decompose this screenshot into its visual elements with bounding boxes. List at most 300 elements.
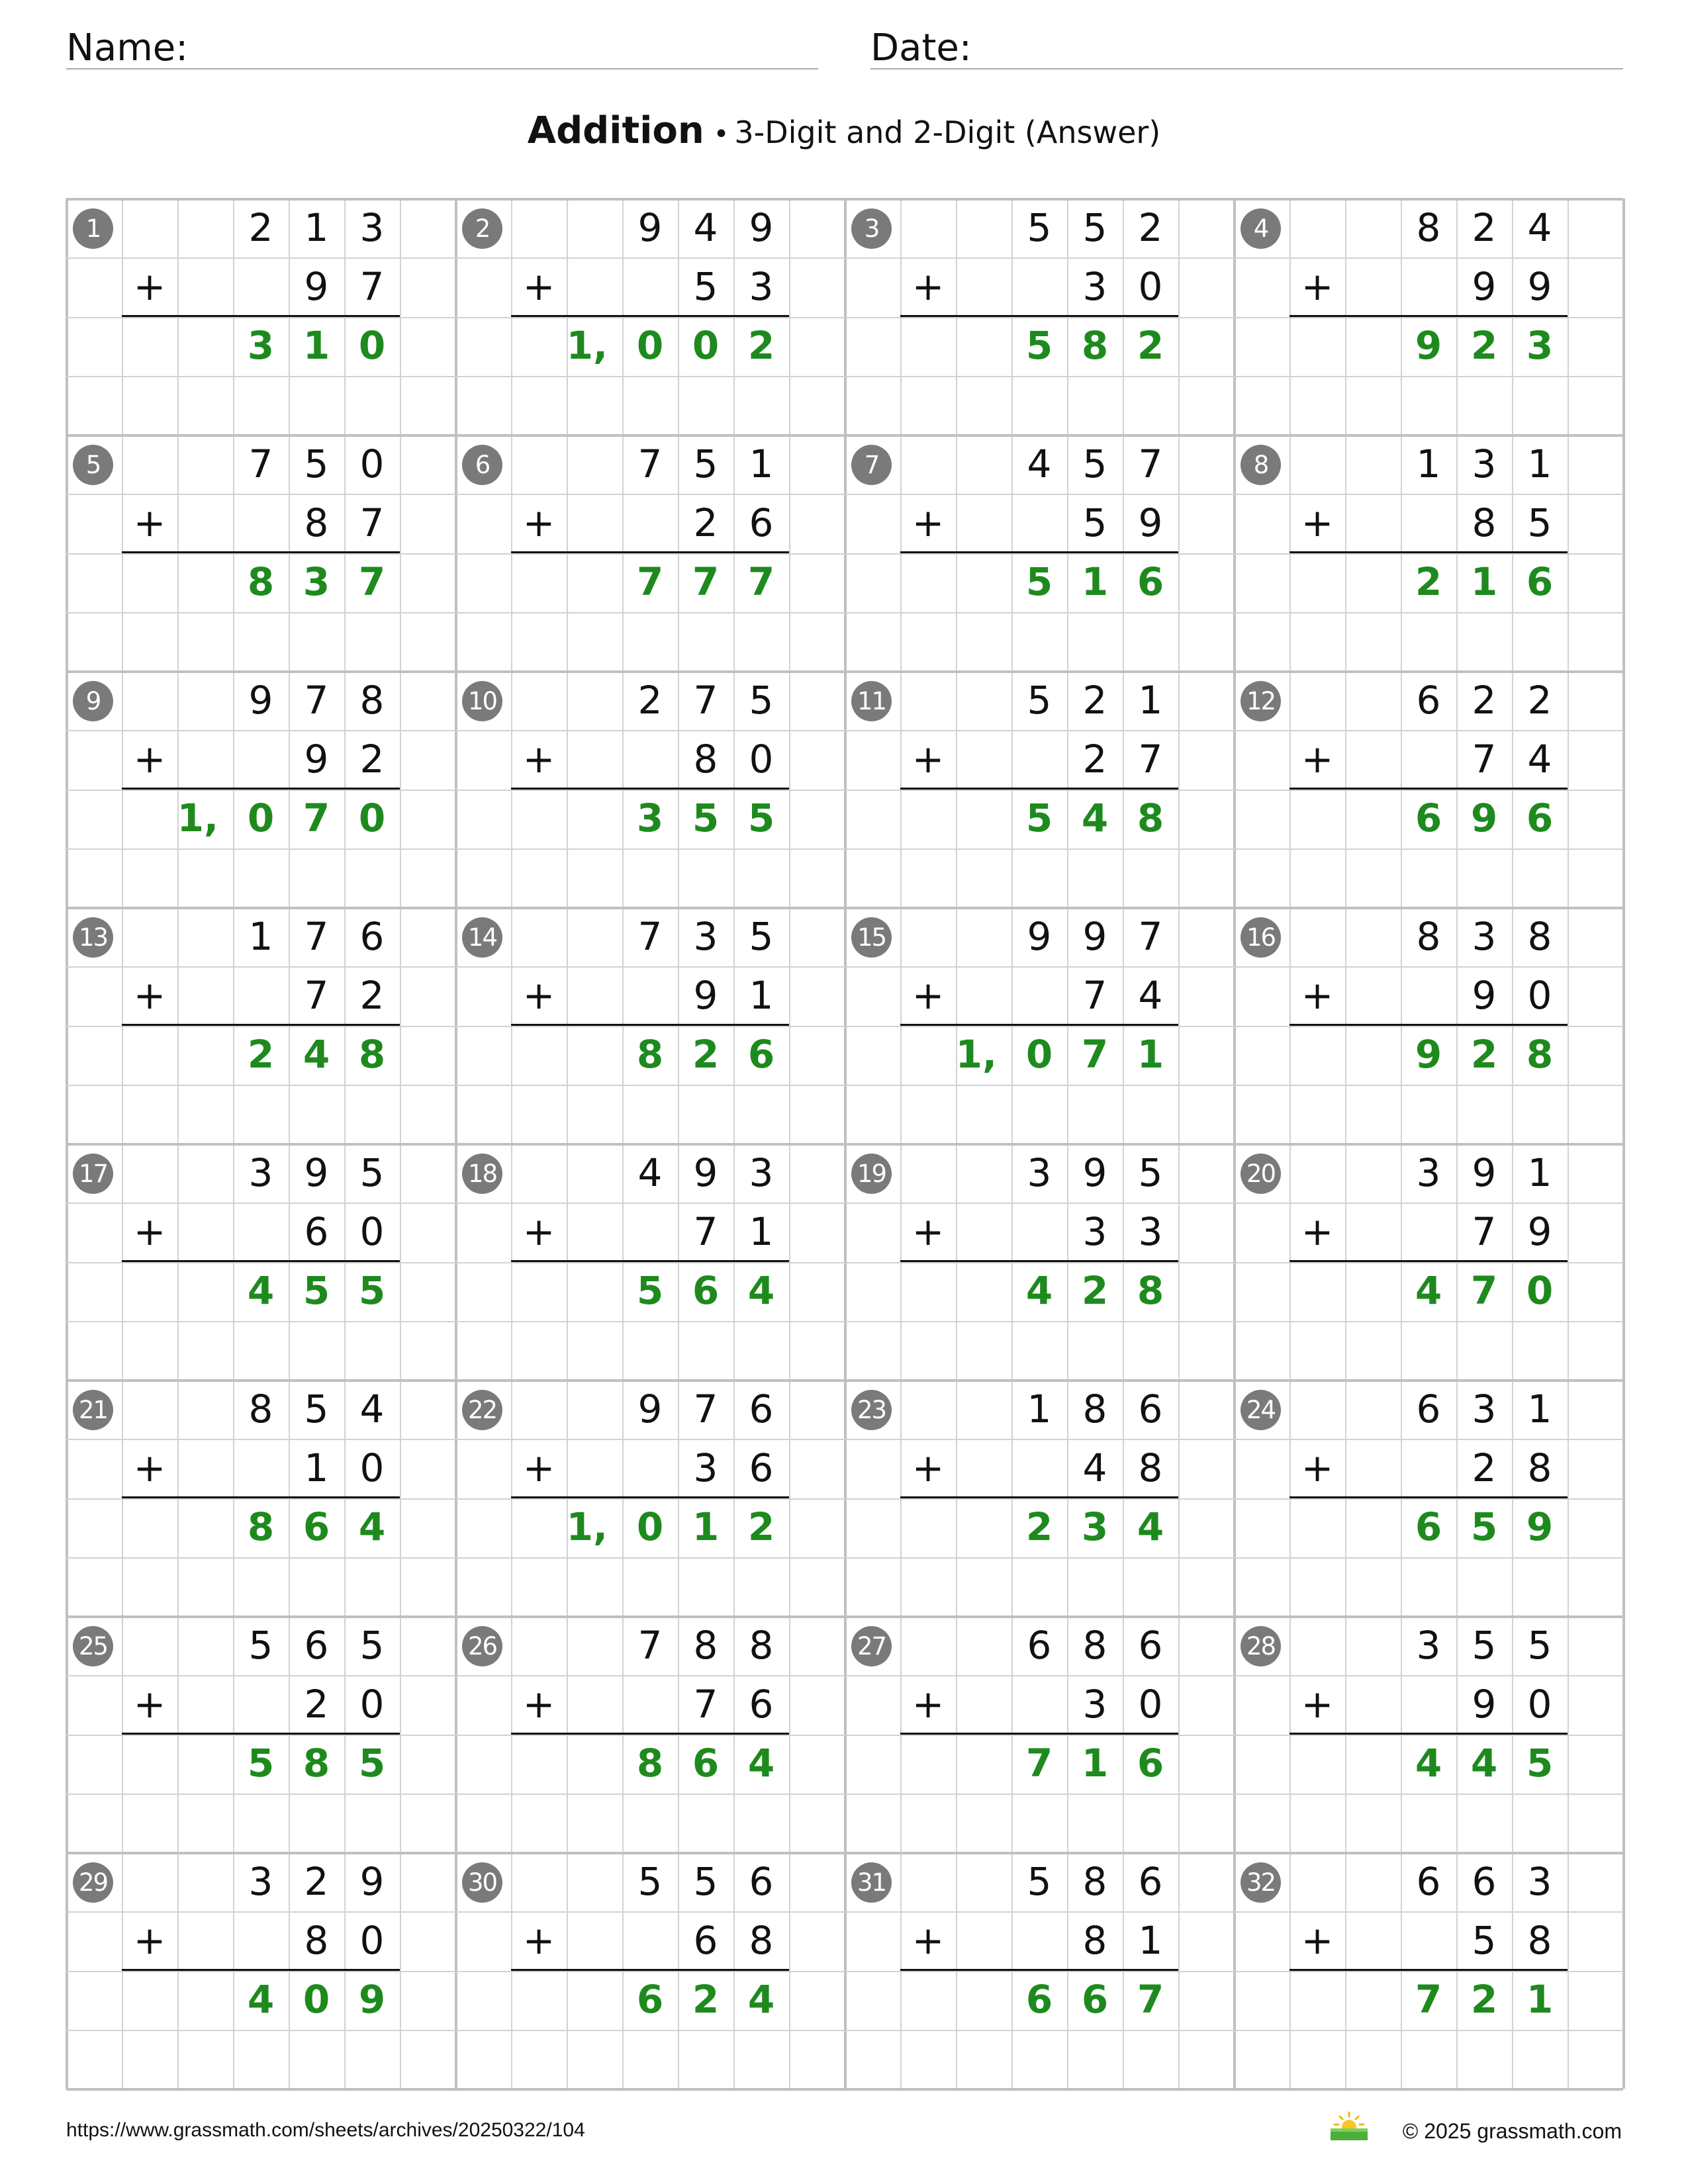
digit-cell: 1: [304, 1445, 329, 1490]
digit-cell: 1: [303, 323, 330, 368]
problem-number-badge: 16: [1241, 917, 1281, 958]
digit-cell: 7: [1081, 1032, 1109, 1077]
digit-cell: 3: [247, 323, 275, 368]
problem-number-badge: 10: [462, 681, 502, 721]
digit-cell: 5: [358, 1268, 386, 1313]
problem-28: [1234, 1616, 1623, 1852]
digit-cell: 2: [1527, 678, 1552, 723]
footer-copyright: © 2025 grassmath.com: [1402, 2119, 1622, 2143]
plus-sign: +: [133, 1682, 166, 1727]
sum-line: [1289, 1496, 1568, 1498]
digit-cell: 1: [749, 1209, 774, 1254]
sum-line: [122, 788, 400, 790]
digit-cell: 1: [304, 205, 329, 250]
digit-cell: 6: [1526, 559, 1554, 604]
digit-cell: 4: [747, 1741, 775, 1786]
digit-cell: 7: [1138, 737, 1163, 782]
digit-cell: 4: [1081, 796, 1109, 841]
digit-cell: 7: [637, 441, 663, 486]
digit-cell: 9: [1470, 796, 1498, 841]
digit-cell: 2: [1415, 559, 1442, 604]
digit-cell: 7: [1415, 1977, 1442, 2022]
digit-cell: 8: [693, 737, 718, 782]
digit-cell: 1,: [566, 323, 608, 368]
plus-sign: +: [522, 1209, 555, 1254]
digit-cell: 9: [693, 1150, 718, 1195]
answer: [845, 1025, 1234, 1084]
digit-cell: 4: [359, 1387, 385, 1432]
answer: [845, 1498, 1234, 1557]
digit-cell: 4: [1025, 1268, 1053, 1313]
digit-cell: 8: [358, 1032, 386, 1077]
plus-sign: +: [1301, 1682, 1334, 1727]
plus-sign: +: [1301, 973, 1334, 1018]
sum-line: [900, 1260, 1178, 1262]
digit-cell: 5: [304, 441, 329, 486]
plus-sign: +: [522, 973, 555, 1018]
addend-top: [845, 435, 1234, 494]
digit-cell: 5: [693, 441, 718, 486]
digit-cell: 3: [1082, 1682, 1107, 1727]
addend-top: [66, 1144, 455, 1203]
digit-cell: 6: [1472, 1859, 1497, 1904]
digit-cell: 1: [1138, 1918, 1163, 1963]
title-separator: •: [713, 119, 729, 150]
addend-top: [66, 1852, 455, 1911]
answer: [455, 1261, 845, 1320]
digit-cell: 7: [636, 559, 664, 604]
digit-cell: 1,: [177, 796, 218, 841]
plus-sign: +: [133, 737, 166, 782]
digit-cell: 7: [304, 914, 329, 959]
digit-cell: 3: [359, 205, 385, 250]
digit-cell: 6: [747, 1032, 775, 1077]
addend-top: [845, 671, 1234, 730]
digit-cell: 8: [247, 1504, 275, 1549]
problem-number-badge: 19: [851, 1154, 892, 1194]
sum-line: [1289, 1260, 1568, 1262]
digit-cell: 5: [1027, 678, 1052, 723]
problem-grid: [66, 199, 1623, 2089]
digit-cell: 2: [304, 1859, 329, 1904]
plus-sign: +: [912, 973, 945, 1018]
sum-line: [511, 1733, 789, 1735]
addend-top: [845, 1616, 1234, 1675]
addend-top: [1234, 1852, 1623, 1911]
digit-cell: 2: [692, 1032, 720, 1077]
addend-top: [66, 907, 455, 966]
digit-cell: 7: [747, 559, 775, 604]
problem-number-badge: 15: [851, 917, 892, 958]
addend-top: [66, 435, 455, 494]
sum-line: [122, 1733, 400, 1735]
sum-line: [511, 315, 789, 317]
digit-cell: 2: [747, 323, 775, 368]
digit-cell: 5: [1025, 796, 1053, 841]
plus-sign: +: [912, 1682, 945, 1727]
digit-cell: 7: [304, 973, 329, 1018]
plus-sign: +: [1301, 1209, 1334, 1254]
problem-number-badge: 4: [1241, 208, 1281, 249]
digit-cell: 7: [1472, 1209, 1497, 1254]
digit-cell: 0: [359, 1682, 385, 1727]
name-line[interactable]: [66, 68, 818, 69]
digit-cell: 7: [1137, 1977, 1164, 2022]
plus-sign: +: [133, 1209, 166, 1254]
digit-cell: 3: [303, 559, 330, 604]
plus-sign: +: [912, 1209, 945, 1254]
digit-cell: 4: [303, 1032, 330, 1077]
digit-cell: 8: [1137, 1268, 1164, 1313]
digit-cell: 9: [1472, 1682, 1497, 1727]
digit-cell: 5: [358, 1741, 386, 1786]
digit-cell: 0: [358, 796, 386, 841]
problem-number-badge: 14: [462, 917, 502, 958]
digit-cell: 3: [1416, 1623, 1441, 1668]
digit-cell: 9: [749, 205, 774, 250]
answer: [66, 1970, 455, 2029]
answer: [845, 1734, 1234, 1793]
digit-cell: 9: [1472, 973, 1497, 1018]
digit-cell: 1: [1081, 559, 1109, 604]
digit-cell: 5: [749, 914, 774, 959]
problem-number-badge: 22: [462, 1390, 502, 1430]
digit-cell: 6: [303, 1504, 330, 1549]
digit-cell: 2: [1137, 323, 1164, 368]
digit-cell: 1: [1137, 1032, 1164, 1077]
digit-cell: 1: [1527, 441, 1552, 486]
digit-cell: 2: [1138, 205, 1163, 250]
digit-cell: 2: [747, 1504, 775, 1549]
digit-cell: 9: [248, 678, 273, 723]
digit-cell: 3: [693, 1445, 718, 1490]
problem-number-badge: 31: [851, 1862, 892, 1903]
digit-cell: 6: [304, 1209, 329, 1254]
digit-cell: 6: [1027, 1623, 1052, 1668]
name-label: Name:: [66, 26, 189, 69]
digit-cell: 5: [1138, 1150, 1163, 1195]
digit-cell: 3: [1027, 1150, 1052, 1195]
digit-cell: 2: [359, 973, 385, 1018]
problem-31: [845, 1852, 1234, 2089]
digit-cell: 5: [248, 1623, 273, 1668]
problem-number-badge: 5: [73, 445, 113, 485]
digit-cell: 8: [1081, 323, 1109, 368]
digit-cell: 2: [1472, 205, 1497, 250]
digit-cell: 2: [1081, 1268, 1109, 1313]
digit-cell: 7: [1472, 737, 1497, 782]
digit-cell: 5: [693, 264, 718, 309]
problem-number-badge: 29: [73, 1862, 113, 1903]
sum-line: [1289, 1733, 1568, 1735]
answer: [845, 553, 1234, 612]
addend-top: [845, 1852, 1234, 1911]
problem-4: [1234, 199, 1623, 435]
answer: [66, 553, 455, 612]
problem-11: [845, 671, 1234, 907]
answer: [66, 1734, 455, 1793]
addend-top: [845, 1144, 1234, 1203]
digit-cell: 2: [359, 737, 385, 782]
problem-number-badge: 27: [851, 1626, 892, 1666]
worksheet-title: [0, 105, 1688, 166]
digit-cell: 3: [248, 1150, 273, 1195]
digit-cell: 6: [1025, 1977, 1053, 2022]
digit-cell: 4: [637, 1150, 663, 1195]
digit-cell: 3: [1138, 1209, 1163, 1254]
digit-cell: 9: [1138, 500, 1163, 545]
sum-line: [1289, 788, 1568, 790]
digit-cell: 2: [1025, 1504, 1053, 1549]
digit-cell: 0: [1025, 1032, 1053, 1077]
problem-number-badge: 8: [1241, 445, 1281, 485]
digit-cell: 5: [304, 1387, 329, 1432]
sum-line: [511, 1969, 789, 1971]
problem-number-badge: 9: [73, 681, 113, 721]
digit-cell: 6: [693, 1918, 718, 1963]
digit-cell: 2: [1472, 1445, 1497, 1490]
digit-cell: 9: [637, 205, 663, 250]
digit-cell: 1: [248, 914, 273, 959]
digit-cell: 9: [1527, 264, 1552, 309]
addend-top: [455, 1852, 845, 1911]
sum-line: [122, 1496, 400, 1498]
plus-sign: +: [522, 1682, 555, 1727]
problem-16: [1234, 907, 1623, 1144]
digit-cell: 0: [1138, 264, 1163, 309]
digit-cell: 3: [1472, 914, 1497, 959]
digit-cell: 2: [1082, 737, 1107, 782]
problem-7: [845, 435, 1234, 671]
digit-cell: 4: [1138, 973, 1163, 1018]
digit-cell: 4: [1082, 1445, 1107, 1490]
digit-cell: 7: [358, 559, 386, 604]
plus-sign: +: [522, 500, 555, 545]
addend-top: [1234, 199, 1623, 257]
digit-cell: 5: [637, 1859, 663, 1904]
digit-cell: 5: [636, 1268, 664, 1313]
plus-sign: +: [522, 737, 555, 782]
problem-22: [455, 1380, 845, 1616]
digit-cell: 9: [1082, 1150, 1107, 1195]
digit-cell: 5: [693, 1859, 718, 1904]
digit-cell: 6: [304, 1623, 329, 1668]
answer: [66, 316, 455, 375]
answer: [1234, 1734, 1623, 1793]
digit-cell: 8: [749, 1918, 774, 1963]
digit-cell: 8: [247, 559, 275, 604]
digit-cell: 9: [1415, 323, 1442, 368]
digit-cell: 5: [1527, 500, 1552, 545]
digit-cell: 5: [1027, 1859, 1052, 1904]
answer: [455, 1970, 845, 2029]
addend-top: [455, 1144, 845, 1203]
digit-cell: 5: [1082, 205, 1107, 250]
digit-cell: 7: [1138, 914, 1163, 959]
plus-sign: +: [133, 1445, 166, 1490]
digit-cell: 6: [636, 1977, 664, 2022]
digit-cell: 9: [1527, 1209, 1552, 1254]
date-label: Date:: [870, 26, 972, 69]
digit-cell: 0: [359, 1918, 385, 1963]
problem-number-badge: 30: [462, 1862, 502, 1903]
problem-number-badge: 7: [851, 445, 892, 485]
digit-cell: 9: [304, 264, 329, 309]
problem-number-badge: 32: [1241, 1862, 1281, 1903]
digit-cell: 3: [749, 264, 774, 309]
plus-sign: +: [912, 737, 945, 782]
digit-cell: 0: [359, 1209, 385, 1254]
digit-cell: 6: [1416, 678, 1441, 723]
problem-number-badge: 24: [1241, 1390, 1281, 1430]
digit-cell: 3: [636, 796, 664, 841]
digit-cell: 5: [247, 1741, 275, 1786]
digit-cell: 2: [1082, 678, 1107, 723]
sum-line: [900, 1024, 1178, 1026]
digit-cell: 7: [303, 796, 330, 841]
digit-cell: 4: [1415, 1268, 1442, 1313]
digit-cell: 8: [1138, 1445, 1163, 1490]
problem-1: [66, 199, 455, 435]
problem-18: [455, 1144, 845, 1380]
sum-line: [1289, 551, 1568, 553]
date-line[interactable]: [870, 68, 1623, 69]
digit-cell: 7: [1138, 441, 1163, 486]
digit-cell: 0: [1526, 1268, 1554, 1313]
digit-cell: 2: [1470, 1032, 1498, 1077]
digit-cell: 2: [247, 1032, 275, 1077]
digit-cell: 9: [358, 1977, 386, 2022]
digit-cell: 1: [749, 441, 774, 486]
plus-sign: +: [1301, 737, 1334, 782]
problem-number-badge: 12: [1241, 681, 1281, 721]
digit-cell: 2: [1470, 323, 1498, 368]
problem-21: [66, 1380, 455, 1616]
digit-cell: 6: [1138, 1859, 1163, 1904]
digit-cell: 8: [1416, 914, 1441, 959]
digit-cell: 0: [1138, 1682, 1163, 1727]
sum-line: [900, 315, 1178, 317]
digit-cell: 4: [1137, 1504, 1164, 1549]
digit-cell: 4: [247, 1977, 275, 2022]
problem-number-badge: 18: [462, 1154, 502, 1194]
digit-cell: 6: [749, 1387, 774, 1432]
digit-cell: 9: [1082, 914, 1107, 959]
sum-line: [900, 551, 1178, 553]
digit-cell: 8: [749, 1623, 774, 1668]
problem-number-badge: 11: [851, 681, 892, 721]
digit-cell: 8: [248, 1387, 273, 1432]
answer: [1234, 316, 1623, 375]
digit-cell: 7: [637, 914, 663, 959]
digit-cell: 0: [303, 1977, 330, 2022]
digit-cell: 3: [693, 914, 718, 959]
digit-cell: 3: [1082, 264, 1107, 309]
digit-cell: 8: [304, 1918, 329, 1963]
problem-number-badge: 20: [1241, 1154, 1281, 1194]
digit-cell: 5: [1472, 1918, 1497, 1963]
answer: [845, 1970, 1234, 2029]
digit-cell: 0: [1527, 1682, 1552, 1727]
plus-sign: +: [912, 264, 945, 309]
digit-cell: 1: [1416, 441, 1441, 486]
digit-cell: 4: [747, 1268, 775, 1313]
digit-cell: 7: [693, 1387, 718, 1432]
problem-number-badge: 26: [462, 1626, 502, 1666]
digit-cell: 3: [1527, 1859, 1552, 1904]
addend-top: [455, 1380, 845, 1439]
digit-cell: 3: [1081, 1504, 1109, 1549]
digit-cell: 8: [304, 500, 329, 545]
problem-27: [845, 1616, 1234, 1852]
digit-cell: 7: [248, 441, 273, 486]
digit-cell: 6: [1138, 1387, 1163, 1432]
answer: [66, 1498, 455, 1557]
plus-sign: +: [133, 264, 166, 309]
digit-cell: 5: [359, 1623, 385, 1668]
problem-number-badge: 2: [462, 208, 502, 249]
digit-cell: 9: [1472, 264, 1497, 309]
addend-top: [66, 1380, 455, 1439]
answer: [845, 789, 1234, 848]
addend-top: [455, 435, 845, 494]
digit-cell: 6: [1415, 796, 1442, 841]
sum-line: [122, 551, 400, 553]
digit-cell: 3: [1526, 323, 1554, 368]
digit-cell: 7: [359, 500, 385, 545]
digit-cell: 4: [1527, 737, 1552, 782]
plus-sign: +: [912, 1445, 945, 1490]
digit-cell: 0: [247, 796, 275, 841]
problem-20: [1234, 1144, 1623, 1380]
plus-sign: +: [522, 1445, 555, 1490]
digit-cell: 2: [304, 1682, 329, 1727]
sum-line: [900, 788, 1178, 790]
addend-top: [66, 199, 455, 257]
sum-line: [1289, 315, 1568, 317]
digit-cell: 1: [1527, 1387, 1552, 1432]
problem-number-badge: 3: [851, 208, 892, 249]
footer-url[interactable]: https://www.grassmath.com/sheets/archives/20250322/104: [66, 2119, 585, 2141]
problem-6: [455, 435, 845, 671]
plus-sign: +: [522, 264, 555, 309]
digit-cell: 0: [749, 737, 774, 782]
problem-2: [455, 199, 845, 435]
answer: [66, 1025, 455, 1084]
digit-cell: 8: [1137, 796, 1164, 841]
problem-9: [66, 671, 455, 907]
digit-cell: 8: [1527, 914, 1552, 959]
addend-top: [1234, 1144, 1623, 1203]
problem-number-badge: 28: [1241, 1626, 1281, 1666]
problem-23: [845, 1380, 1234, 1616]
addend-top: [66, 1616, 455, 1675]
digit-cell: 0: [636, 323, 664, 368]
digit-cell: 5: [747, 796, 775, 841]
digit-cell: 6: [1081, 1977, 1109, 2022]
digit-cell: 9: [304, 737, 329, 782]
digit-cell: 1: [1470, 559, 1498, 604]
digit-cell: 8: [1527, 1918, 1552, 1963]
problem-13: [66, 907, 455, 1144]
addend-top: [1234, 435, 1623, 494]
plus-sign: +: [1301, 500, 1334, 545]
title-main: Addition: [527, 109, 704, 152]
digit-cell: 8: [1082, 1859, 1107, 1904]
addend-top: [1234, 1616, 1623, 1675]
problem-8: [1234, 435, 1623, 671]
digit-cell: 6: [749, 500, 774, 545]
